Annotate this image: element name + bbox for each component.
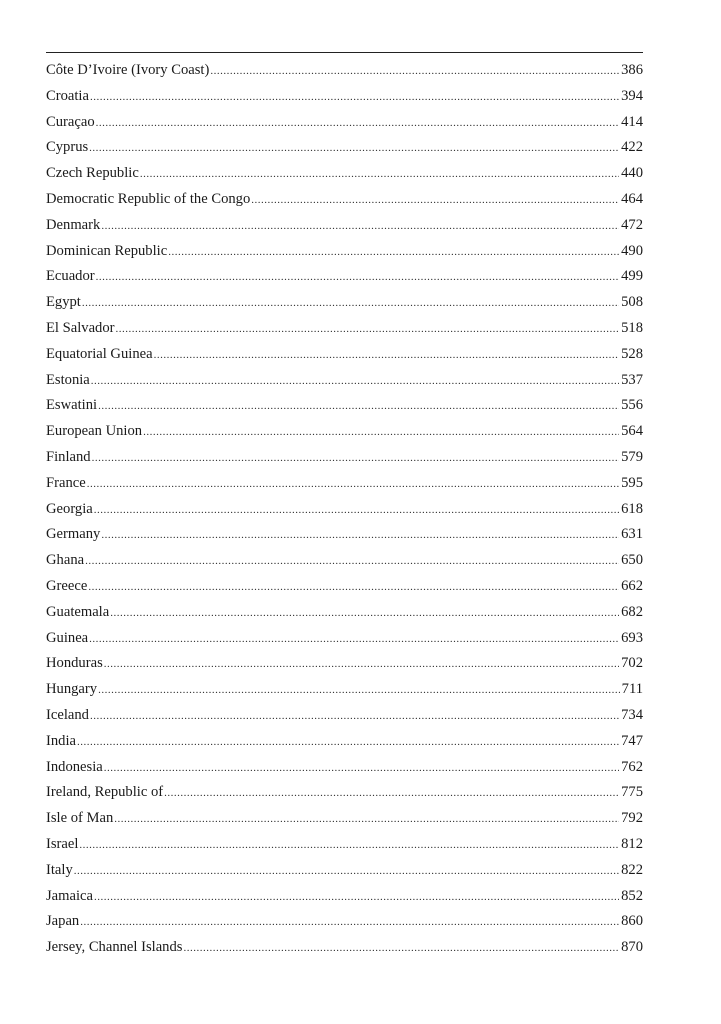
toc-entry[interactable] [46,806,643,832]
toc-entry[interactable] [46,419,643,445]
toc-entry-label: Ireland, Republic of [46,784,164,801]
toc-dot-leader [168,240,619,265]
toc-dot-leader [116,317,620,342]
toc-page-number: 792 [621,810,643,827]
toc-entry-label: Israel [46,835,79,852]
toc-entry-label: Indonesia [46,758,103,775]
toc-dot-leader [87,472,619,497]
toc-page-number: 702 [621,655,643,672]
toc-entry-label: Finland [46,448,91,465]
toc-page-number: 650 [621,552,643,569]
toc-entry[interactable] [46,84,643,110]
toc-page-number: 556 [621,397,643,414]
toc-entry-label: Japan [46,913,80,930]
toc-dot-leader [92,446,620,471]
toc-entry-label: Estonia [46,371,90,388]
toc-entry-label: Denmark [46,216,101,233]
toc-page-number: 852 [621,887,643,904]
toc-dot-leader [114,807,619,832]
toc-page-number: 528 [621,345,643,362]
toc-dot-leader [98,394,619,419]
toc-dot-leader [164,781,619,806]
toc-entry[interactable] [46,368,643,394]
toc-entry-label: Curaçao [46,113,95,130]
toc-entry[interactable] [46,703,643,729]
toc-entry[interactable] [46,264,643,290]
toc-dot-leader [251,188,619,213]
toc-page-number: 860 [621,913,643,930]
toc-entry-label: Georgia [46,500,93,517]
toc-dot-leader [143,420,619,445]
toc-page-number: 564 [621,423,643,440]
toc-page-number: 579 [621,448,643,465]
toc-page-number: 762 [621,758,643,775]
toc-entry-label: Jamaica [46,887,93,904]
toc-entry-label: Equatorial Guinea [46,345,153,362]
toc-entry[interactable] [46,239,643,265]
toc-entry[interactable] [46,832,643,858]
toc-dot-leader [94,885,619,910]
toc-entry[interactable] [46,58,643,84]
toc-entry[interactable] [46,729,643,755]
toc-dot-leader [140,162,619,187]
toc-page-number: 414 [621,113,643,130]
toc-dot-leader [96,265,619,290]
toc-dot-leader [94,498,619,523]
toc-page-number: 775 [621,784,643,801]
toc-dot-leader [82,291,619,316]
toc-entry[interactable] [46,161,643,187]
toc-entry[interactable] [46,445,643,471]
toc-entry-label: Ghana [46,552,85,569]
toc-entry-label: Greece [46,577,88,594]
toc-dot-leader [79,833,619,858]
toc-dot-leader [98,678,620,703]
toc-entry-label: Honduras [46,655,103,672]
toc-page-number: 822 [621,861,643,878]
toc-entry-label: Egypt [46,294,81,311]
toc-dot-leader [183,936,619,961]
toc-dot-leader [85,549,619,574]
toc-page-number: 499 [621,268,643,285]
toc-entry[interactable] [46,316,643,342]
toc-entry[interactable] [46,884,643,910]
toc-entry[interactable] [46,780,643,806]
toc-dot-leader [91,369,619,394]
toc-entry[interactable] [46,574,643,600]
toc-entry-label: Germany [46,526,101,543]
toc-entry-label: Ecuador [46,268,95,285]
toc-page-number: 595 [621,474,643,491]
toc-page-number: 693 [621,629,643,646]
toc-page-number: 386 [621,62,643,78]
toc-entry[interactable] [46,909,643,935]
toc-dot-leader [210,59,619,84]
toc-page-number: 508 [621,294,643,311]
toc-entry[interactable] [46,935,643,961]
toc-page-number: 711 [621,681,643,698]
toc-page-number: 537 [621,371,643,388]
toc-entry-label: Eswatini [46,397,98,414]
table-of-contents [46,58,643,961]
toc-dot-leader [96,111,619,136]
toc-page-number: 394 [621,87,643,104]
toc-entry-label: Guatemala [46,603,110,620]
toc-entry-label: Democratic Republic of the Congo [46,190,251,207]
toc-page-number: 812 [621,835,643,852]
toc-entry-label: Jersey, Channel Islands [46,939,183,956]
toc-entry-label: Iceland [46,706,89,723]
toc-entry[interactable] [46,187,643,213]
toc-dot-leader [77,730,619,755]
toc-dot-leader [104,652,619,677]
toc-page-number: 472 [621,216,643,233]
toc-dot-leader [101,214,619,239]
toc-entry[interactable] [46,522,643,548]
toc-page-number: 682 [621,603,643,620]
toc-page-number: 747 [621,732,643,749]
toc-entry-label: El Salvador [46,319,115,336]
toc-entry-label: Guinea [46,629,89,646]
toc-entry[interactable] [46,548,643,574]
toc-entry[interactable] [46,213,643,239]
toc-entry[interactable] [46,110,643,136]
toc-entry-label: Côte D’Ivoire (Ivory Coast) [46,62,210,78]
toc-entry[interactable] [46,755,643,781]
toc-page-number: 631 [621,526,643,543]
toc-entry-label: France [46,474,86,491]
toc-entry-label: Cyprus [46,139,89,156]
toc-entry[interactable] [46,135,643,161]
toc-entry[interactable] [46,600,643,626]
toc-dot-leader [90,85,619,110]
header-rule [46,52,643,53]
toc-entry[interactable] [46,342,643,368]
toc-entry[interactable] [46,393,643,419]
toc-dot-leader [104,756,619,781]
toc-entry[interactable] [46,677,643,703]
toc-entry-label: Czech Republic [46,165,139,182]
toc-entry-label: European Union [46,423,143,440]
toc-dot-leader [88,575,619,600]
toc-dot-leader [74,859,619,884]
toc-entry[interactable] [46,497,643,523]
toc-dot-leader [89,136,619,161]
toc-dot-leader [89,627,619,652]
toc-dot-leader [110,601,619,626]
toc-entry[interactable] [46,651,643,677]
toc-page-number: 662 [621,577,643,594]
toc-page-number: 870 [621,939,643,956]
toc-entry[interactable] [46,626,643,652]
toc-entry-label: Hungary [46,681,98,698]
toc-page-number: 618 [621,500,643,517]
toc-dot-leader [101,523,619,548]
toc-entry[interactable] [46,290,643,316]
toc-page-number: 464 [621,190,643,207]
toc-page-number: 422 [621,139,643,156]
toc-page-number: 490 [621,242,643,259]
toc-entry-label: Italy [46,861,73,878]
toc-entry-label: Isle of Man [46,810,114,827]
toc-dot-leader [154,343,620,368]
toc-page-number: 440 [621,165,643,182]
toc-entry[interactable] [46,858,643,884]
toc-entry[interactable] [46,471,643,497]
toc-entry-label: Dominican Republic [46,242,168,259]
toc-entry-label: Croatia [46,87,89,104]
toc-page-number: 518 [621,319,643,336]
toc-page-number: 734 [621,706,643,723]
toc-entry-label: India [46,732,76,749]
toc-dot-leader [80,910,619,935]
toc-dot-leader [90,704,619,729]
